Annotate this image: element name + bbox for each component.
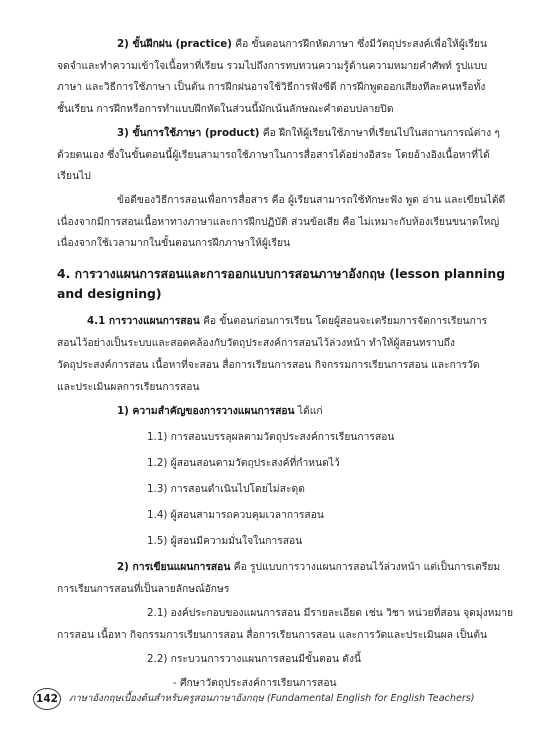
importance-item: 1.4) ผู้สอนสามารถควบคุมเวลาการสอน — [147, 509, 324, 521]
pros-line-3: เนื่องจากใช้เวลามากในขั้นตอนการฝึกภาษาให้ผู้เรียน — [57, 237, 291, 249]
practice-label: 2) ขั้นฝึกฝน (practice) — [117, 38, 232, 50]
writing-22-bullet: - ศึกษาวัตถุประสงค์การเรียนการสอน — [173, 677, 337, 689]
practice-line-1 — [117, 37, 487, 51]
pros-line-1: ข้อดีของวิธีการสอนเพื่อการสื่อสาร คือ ผู้เรียนสามารถใช้ทักษะฟัง พูด อ่าน และเขียนได้ดี — [117, 194, 506, 206]
section-4-heading-line-1: 4. การวางแผนการสอนและการออกแบบการสอนภาษาอังกฤษ (lesson planning — [57, 266, 506, 281]
importance-label: 1) ความสำคัญของการวางแผนการสอน — [117, 405, 295, 417]
section-41-text: คือ ขั้นตอนก่อนการเรียน โดยผู้สอนจะเตรียมการจัดการเรียนการ — [199, 315, 488, 327]
practice-line-2: จดจำและทำความเข้าใจเนื้อหาที่เรียน รวมไปถึงการทบทวนความรู้ด้านความหมายคำศัพท์ รูปแบบ — [57, 60, 488, 72]
section-41-line-3: วัตถุประสงค์การสอน เนื้อหาที่จะสอน สื่อการเรียนการสอน กิจกรรมการเรียนการสอน และการวัด — [57, 359, 480, 371]
product-label: 3) ขั้นการใช้ภาษา (product) — [117, 127, 260, 139]
writing-21-line-1: 2.1) องค์ประกอบของแผนการสอน มีรายละเอียด เช่น วิชา หน่วยที่สอน จุดมุ่งหมาย — [147, 607, 514, 619]
importance-item: 1.5) ผู้สอนมีความมั่นใจในการสอน — [147, 535, 303, 547]
writing-text: คือ รูปแบบการวางแผนการสอนไว้ล่วงหน้า แต่เป็นการเตรียม — [230, 561, 501, 573]
product-text: คือ ฝึกให้ผู้เรียนใช้ภาษาที่เรียนไปในสถานการณ์ต่าง ๆ — [259, 127, 500, 139]
importance-item: 1.1) การสอนบรรลุผลตามวัตถุประสงค์การเรียนการสอน — [147, 431, 395, 443]
section-41-line-1 — [87, 314, 487, 328]
section-4-heading-line-2: and designing) — [57, 286, 162, 301]
writing-line-1 — [117, 560, 500, 574]
importance-item: 1.2) ผู้สอนสอนตามวัตถุประสงค์ที่กำหนดไว้ — [147, 457, 340, 469]
writing-line-2: การเรียนการสอนที่เป็นลายลักษณ์อักษร — [57, 583, 230, 595]
product-line-1 — [117, 126, 500, 140]
importance-item: 1.3) การสอนดำเนินไปโดยไม่สะดุด — [147, 483, 305, 495]
footer-book-title: ภาษาอังกฤษเบื้องต้นสำหรับครูสอนภาษาอังกฤษ (Fundamental English for English Teachers) — [69, 693, 475, 704]
practice-text: คือ ขั้นตอนการฝึกหัดภาษา ซึ่งมีวัตถุประสงค์เพื่อให้ผู้เรียน — [231, 38, 487, 50]
product-line-3: เรียนไป — [57, 170, 91, 182]
section-41-label: 4.1 การวางแผนการสอน — [87, 315, 200, 327]
practice-line-3: ภาษา และวิธีการใช้ภาษา เป็นต้น การฝึกฝนอาจใช้วิธีการฟังซีดี การฝึกพูดออกเสียงทีละคนหรือทั้ง — [57, 81, 486, 93]
writing-21-line-2: การสอน เนื้อหา กิจกรรมการเรียนการสอน สื่อการเรียนการสอน และการวัดและประเมินผล เป็นต้น — [57, 629, 488, 641]
writing-label: 2) การเขียนแผนการสอน — [117, 561, 231, 573]
page-footer — [33, 688, 513, 710]
importance-rest: ได้แก่ — [294, 405, 323, 417]
page-number: 142 — [33, 688, 61, 710]
importance-heading — [117, 404, 323, 418]
product-line-2: ด้วยตนเอง ซึ่งในขั้นตอนนี้ผู้เรียนสามารถใช้ภาษาในการสื่อสารได้อย่างอิสระ โดยอ้างอิงเนื้อหาที่ได้ — [57, 149, 490, 161]
section-41-line-2: สอนไว้อย่างเป็นระบบและสอดคล้องกับวัตถุประสงค์การสอนไว้ล่วงหน้า ทำให้ผู้สอนทราบถึง — [57, 337, 455, 349]
section-41-line-4: และประเมินผลการเรียนการสอน — [57, 381, 200, 393]
pros-line-2: เนื่องจากมีการสอนเนื้อหาทางภาษาและการฝึกปฏิบัติ ส่วนข้อเสีย คือ ไม่เหมาะกับห้องเรียนขนาดใหญ่ — [57, 216, 500, 228]
practice-line-4: ชั้นเรียน การฝึกหรือการทำแบบฝึกหัดในส่วนนี้มักเน้นลักษณะคำตอบปลายปิด — [57, 103, 394, 115]
writing-22-line-1: 2.2) กระบวนการวางแผนการสอนมีขั้นตอน ดังนี้ — [147, 653, 362, 665]
